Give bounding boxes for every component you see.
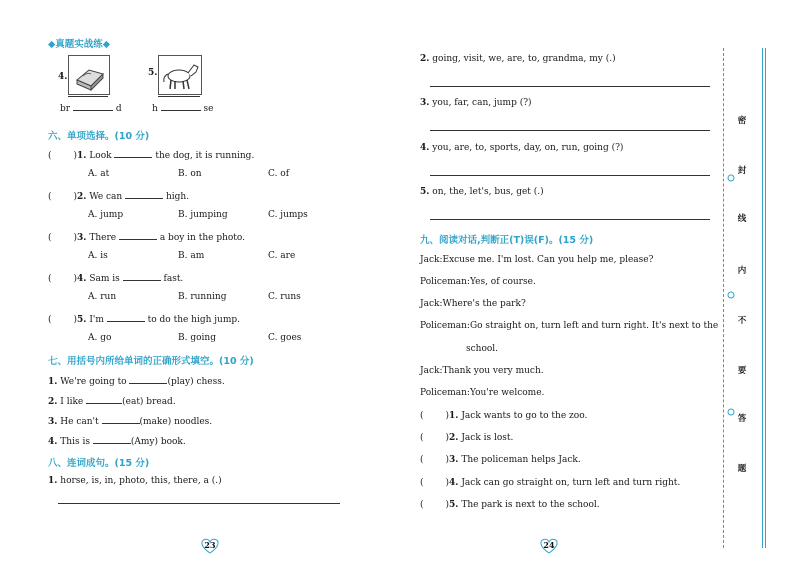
question-number: 2. [77, 192, 87, 202]
item-number: 5. [449, 500, 459, 510]
seal-char: 密 [737, 116, 747, 126]
question-text: Look [89, 151, 112, 161]
fill-item [48, 374, 225, 387]
item-text: (Amy) book. [130, 437, 186, 447]
section-6-title: 六、单项选择。(10 分) [48, 131, 150, 142]
horse-picture [158, 55, 202, 95]
question-text: a boy in the photo. [159, 233, 246, 243]
item-text: Jack wants to go to the zoo. [461, 411, 588, 421]
answer-paren-open: ( [48, 192, 52, 202]
spelling-suffix: d [115, 104, 122, 114]
item-number: 1. [449, 411, 459, 421]
item-text: on, the, let's, bus, get (.) [432, 187, 544, 197]
section-9-title: 九、阅读对话,判断正(T)误(F)。(15 分) [420, 235, 594, 246]
option-a[interactable]: A. run [88, 292, 117, 302]
option-c[interactable]: C. of [268, 169, 290, 179]
section-7-title: 七、用括号内所给单词的正确形式填空。(10 分) [48, 356, 254, 367]
judge-item: ( )1. Jack wants to go to the zoo. [420, 411, 588, 421]
reorder-item [420, 54, 616, 64]
option-c[interactable]: C. goes [268, 333, 302, 343]
answer-line[interactable] [58, 503, 340, 504]
question-text: the dog, it is running. [155, 151, 255, 161]
answer-line[interactable] [430, 130, 710, 131]
item-text: Jack is lost. [461, 433, 514, 443]
fill-item [48, 394, 176, 407]
question-text: Sam is [89, 274, 120, 284]
choice-question [48, 189, 189, 202]
seal-border-line [762, 48, 763, 548]
option-a[interactable]: A. go [88, 333, 112, 343]
page-number-text: 23 [204, 540, 216, 550]
reorder-item [420, 143, 623, 153]
item-text: We're going to [60, 377, 127, 387]
choice-question [48, 271, 183, 284]
dialog-line: Jack:Excuse me. I'm lost. Can you help me, please? [420, 255, 654, 265]
fill-item [48, 414, 212, 427]
spelling-blank[interactable] [73, 101, 113, 111]
fill-blank[interactable] [86, 394, 122, 404]
question-text: to do the high jump. [147, 315, 241, 325]
page-number [538, 537, 560, 555]
option-a[interactable]: A. at [88, 169, 110, 179]
seal-char: 封 [737, 166, 747, 176]
item-text: The park is next to the school. [461, 500, 600, 510]
spelling-suffix: se [203, 104, 214, 114]
answer-line[interactable] [430, 175, 710, 176]
judge-item: ( )2. Jack is lost. [420, 433, 514, 443]
question-blank[interactable] [125, 189, 163, 199]
dialog-line: Jack:Thank you very much. [420, 366, 544, 376]
item-text: (make) noodles. [139, 417, 213, 427]
item-number: 2. [48, 397, 58, 407]
item-text: He can't [60, 417, 99, 427]
fill-item [48, 434, 186, 447]
item-text: (play) chess. [167, 377, 225, 387]
option-b[interactable]: B. jumping [178, 210, 228, 220]
item-text: you, far, can, jump (?) [432, 98, 532, 108]
item-number: 3. [449, 455, 459, 465]
question-blank[interactable] [114, 148, 152, 158]
question-blank[interactable] [107, 312, 145, 322]
question-text: I'm [89, 315, 104, 325]
answer-paren-close: ) [73, 315, 78, 325]
fill-blank[interactable] [129, 374, 167, 384]
item-number: 4. [48, 437, 58, 447]
judge-item: ( )5. The park is next to the school. [420, 500, 600, 510]
question-blank[interactable] [119, 230, 157, 240]
seal-char: 不 [737, 316, 747, 326]
answer-paren-open: ( [48, 274, 52, 284]
picture-number: 5. [148, 68, 158, 78]
dialog-line-continued: school. [466, 344, 499, 354]
judge-item: ( )3. The policeman helps Jack. [420, 455, 581, 465]
answer-paren-open: ( [48, 315, 52, 325]
spelling-prefix: h [152, 104, 158, 114]
seal-border-line [765, 48, 766, 548]
answer-paren-open: ( [48, 151, 52, 161]
option-c[interactable]: C. runs [268, 292, 301, 302]
item-number: 4. [449, 478, 459, 488]
question-number: 3. [77, 233, 87, 243]
dialog-line: Policeman:Yes, of course. [420, 277, 536, 287]
answer-line[interactable] [430, 86, 710, 87]
seal-char: 内 [737, 266, 747, 276]
item-text: This is [60, 437, 90, 447]
question-text: high. [165, 192, 190, 202]
spelling-item-4 [60, 101, 122, 114]
seal-char: 答 [737, 414, 747, 424]
option-a[interactable]: A. jump [88, 210, 124, 220]
item-text: Jack can go straight on, turn left and turn right. [461, 478, 681, 488]
item-text: The policeman helps Jack. [461, 455, 581, 465]
question-number: 1. [77, 151, 87, 161]
seal-dashed-line [723, 48, 724, 548]
question-text: There [89, 233, 117, 243]
item-number: 4. [420, 143, 430, 153]
page-number-text: 24 [543, 540, 555, 550]
item-number: 2. [449, 433, 459, 443]
item-number: 1. [48, 377, 58, 387]
dialog-line: Jack:Where's the park? [420, 299, 526, 309]
question-blank[interactable] [123, 271, 161, 281]
spelling-item-5 [152, 101, 214, 114]
judge-item: ( )4. Jack can go straight on, turn left and turn right. [420, 478, 681, 488]
answer-paren-close: ) [73, 192, 78, 202]
seal-char: 要 [737, 366, 747, 376]
dialog-line: Policeman:Go straight on, turn left and turn right. It's next to the [420, 321, 719, 331]
reorder-item [420, 98, 532, 108]
reorder-item [48, 476, 222, 486]
practice-tag: ◆真题实战练◆ [48, 39, 111, 50]
item-text: you, are, to, sports, day, on, run, going (?) [432, 143, 624, 153]
dialog-line: Policeman:You're welcome. [420, 388, 545, 398]
choice-question [48, 230, 245, 243]
page-number [199, 537, 221, 555]
question-text: We can [89, 192, 123, 202]
question-text: fast. [163, 274, 184, 284]
horse-icon [159, 56, 201, 94]
item-text: going, visit, we, are, to, grandma, my (.) [432, 54, 616, 64]
option-b[interactable]: B. am [178, 251, 205, 261]
option-b[interactable]: B. going [178, 333, 216, 343]
answer-line[interactable] [430, 219, 710, 220]
fill-blank[interactable] [102, 414, 140, 424]
item-text: horse, is, in, photo, this, there, a (.) [60, 476, 222, 486]
bread-picture [68, 55, 110, 95]
reorder-item [420, 187, 544, 197]
fill-blank[interactable] [93, 434, 131, 444]
option-a[interactable]: A. is [88, 251, 108, 261]
item-text: I like [60, 397, 84, 407]
spelling-prefix: br [60, 104, 71, 114]
item-number: 3. [420, 98, 430, 108]
section-8-title: 八、连词成句。(15 分) [48, 458, 150, 469]
seal-char: 题 [737, 464, 747, 474]
option-c[interactable]: C. are [268, 251, 296, 261]
item-number: 1. [48, 476, 58, 486]
spelling-blank[interactable] [161, 101, 201, 111]
option-c[interactable]: C. jumps [268, 210, 308, 220]
item-number: 3. [48, 417, 58, 427]
bread-icon [69, 56, 109, 94]
answer-paren-close: ) [73, 233, 78, 243]
question-number: 4. [77, 274, 87, 284]
item-text: (eat) bread. [122, 397, 176, 407]
item-number: 5. [420, 187, 430, 197]
option-b[interactable]: B. on [178, 169, 202, 179]
answer-paren-close: ) [73, 274, 78, 284]
choice-question [48, 312, 240, 325]
seal-char: 线 [737, 214, 747, 224]
picture-number: 4. [58, 72, 68, 82]
choice-question [48, 148, 254, 161]
item-number: 2. [420, 54, 430, 64]
answer-paren-close: ) [73, 151, 78, 161]
question-number: 5. [77, 315, 87, 325]
option-b[interactable]: B. running [178, 292, 227, 302]
answer-paren-open: ( [48, 233, 52, 243]
